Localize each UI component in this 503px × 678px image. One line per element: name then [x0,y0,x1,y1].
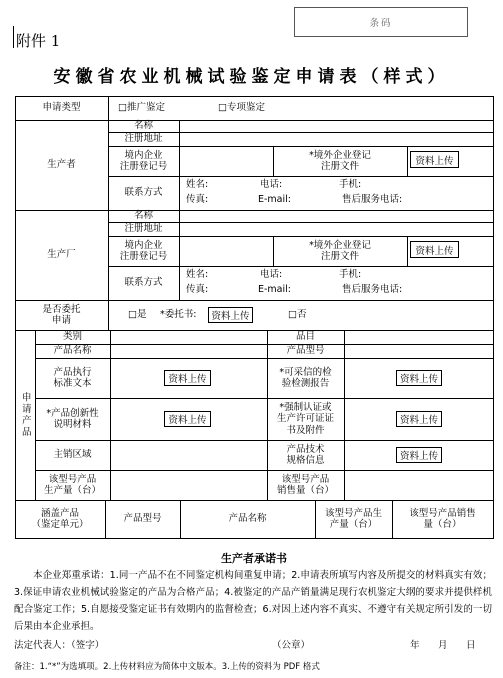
table-cell [344,470,494,501]
product-section-label: 申请产品 [19,392,31,438]
sales-label: 该型号产品 销售量（台） [276,473,334,496]
producer-contact-email: E-mail: [258,193,291,205]
factory-contact-label: 联系方式 [124,277,163,289]
factory-contact-service-tel: 售后服务电话: [342,283,403,295]
producer-foreign-reg-upload-button[interactable]: 资料上传 [410,151,459,168]
tech-spec-label: 产品技术 规格信息 [286,443,325,466]
table-cell [344,330,494,345]
producer-contact-name: 姓名: [186,178,209,190]
factory-contact-tel: 电话: [260,268,283,280]
promotion-appraisal-checkbox[interactable]: □推广鉴定 [118,102,165,114]
pledge-text: 本企业郑重承诺：1.同一产品不在不同鉴定机构间重复申请；2.申请表所填写内容及所提交的材料真实有效；3.保证申请农业机械试验鉴定的产品为合格产品；4.被鉴定的产品产销量满足现行农机鉴定大纲的要求并提供样机配合鉴定工作；5.自愿接受鉴定证书有效期内的监督检查；6.对因上述内容不真实、不遵守有关规定所引发的一切后果由本企业承担。 [14,570,492,632]
product-name-label: 产品名称 [53,345,92,357]
innovation-upload-button[interactable]: 资料上传 [164,411,211,427]
factory-contact-mobile: 手机: [339,268,362,280]
factory-contact-fax: 传真: [186,283,209,295]
producer-section-label: 生产者 [47,159,76,171]
entrust-label: 是否委托 申请 [42,303,81,326]
footnote: 备注：1.“*”为选填项。2.上传材料应为简体中文版本。3.上传的资料为 PDF 格式 [14,662,320,672]
date-month: 月 [438,640,448,651]
factory-domestic-reg-label: 境内企业 注册登记号 [119,239,168,262]
item-label: 品目 [295,331,315,343]
covered-sales-header: 该型号产品销售 量（台） [409,507,476,530]
table-cell [179,236,274,267]
standard-text-label: 产品执行 标准文本 [53,366,92,389]
tech-spec-upload-button[interactable]: 资料上传 [396,447,442,463]
special-appraisal-checkbox[interactable]: □专项鉴定 [218,102,265,114]
covered-model-header: 产品型号 [123,513,162,525]
table-cell [179,222,494,237]
factory-foreign-reg-label: *境外企业登记 注册文件 [309,239,371,262]
covered-name-header: 产品名称 [228,513,267,525]
producer-domestic-reg-label: 境内企业 注册登记号 [119,149,168,172]
factory-foreign-reg-upload-button[interactable]: 资料上传 [410,241,459,258]
table-cell [110,470,268,501]
covered-output-header: 该型号产品生 产量（台） [324,507,382,530]
test-report-label: *可采信的检 验检测报告 [279,366,332,389]
table-cell [110,330,268,345]
barcode-label: 条码 [369,18,393,29]
pledge-heading: 生产者承诺书 [221,552,287,565]
entrust-yes-checkbox[interactable]: □是 [128,309,147,321]
producer-contact-tel: 电话: [260,178,283,190]
covered-products-label: 涵盖产品 （鉴定单元） [31,507,89,530]
producer-contact-fax: 传真: [186,193,209,205]
producer-address-label: 注册地址 [124,133,163,145]
sales-region-label: 主销区域 [53,449,92,461]
output-label: 该型号产品 生产量（台） [43,473,101,496]
table-cell [110,344,268,359]
table-cell [179,146,274,177]
producer-name-label: 名称 [133,120,153,132]
table-cell [179,132,494,147]
apply-type-label: 申请类型 [42,102,81,114]
page-title: 安徽省农业机械试验鉴定申请表（样式） [53,67,450,87]
producer-foreign-reg-label: *境外企业登记 注册文件 [309,149,371,172]
factory-section-label: 生产厂 [47,249,76,261]
test-report-upload-button[interactable]: 资料上传 [396,370,442,386]
factory-address-label: 注册地址 [124,223,163,235]
certificate-label: *强制认证或 生产许可证证 书及附件 [276,401,334,436]
innovation-label: *产品创新性 说明材料 [46,407,99,430]
factory-contact-name: 姓名: [186,268,209,280]
factory-contact-email: E-mail: [258,283,291,295]
producer-contact-label: 联系方式 [124,187,163,199]
producer-contact-service-tel: 售后服务电话: [342,193,403,205]
producer-contact-mobile: 手机: [339,178,362,190]
date-day: 日 [466,640,476,651]
entrust-no-checkbox[interactable]: □否 [288,309,307,321]
entrust-letter-label: *委托书: [160,309,197,321]
category-label: 类别 [62,331,82,343]
certificate-upload-button[interactable]: 资料上传 [396,411,442,427]
attachment-label: 附件 1 [16,32,61,50]
standard-upload-button[interactable]: 资料上传 [164,370,211,386]
legal-rep-signature: 法定代表人：（签字） [14,640,105,651]
date-year: 年 [410,640,420,651]
product-model-label: 产品型号 [286,345,325,357]
table-cell [110,440,268,471]
official-seal: （公章） [272,640,311,651]
table-cell [344,344,494,359]
entrust-letter-upload-button[interactable]: 资料上传 [208,307,253,323]
factory-name-label: 名称 [133,210,153,222]
